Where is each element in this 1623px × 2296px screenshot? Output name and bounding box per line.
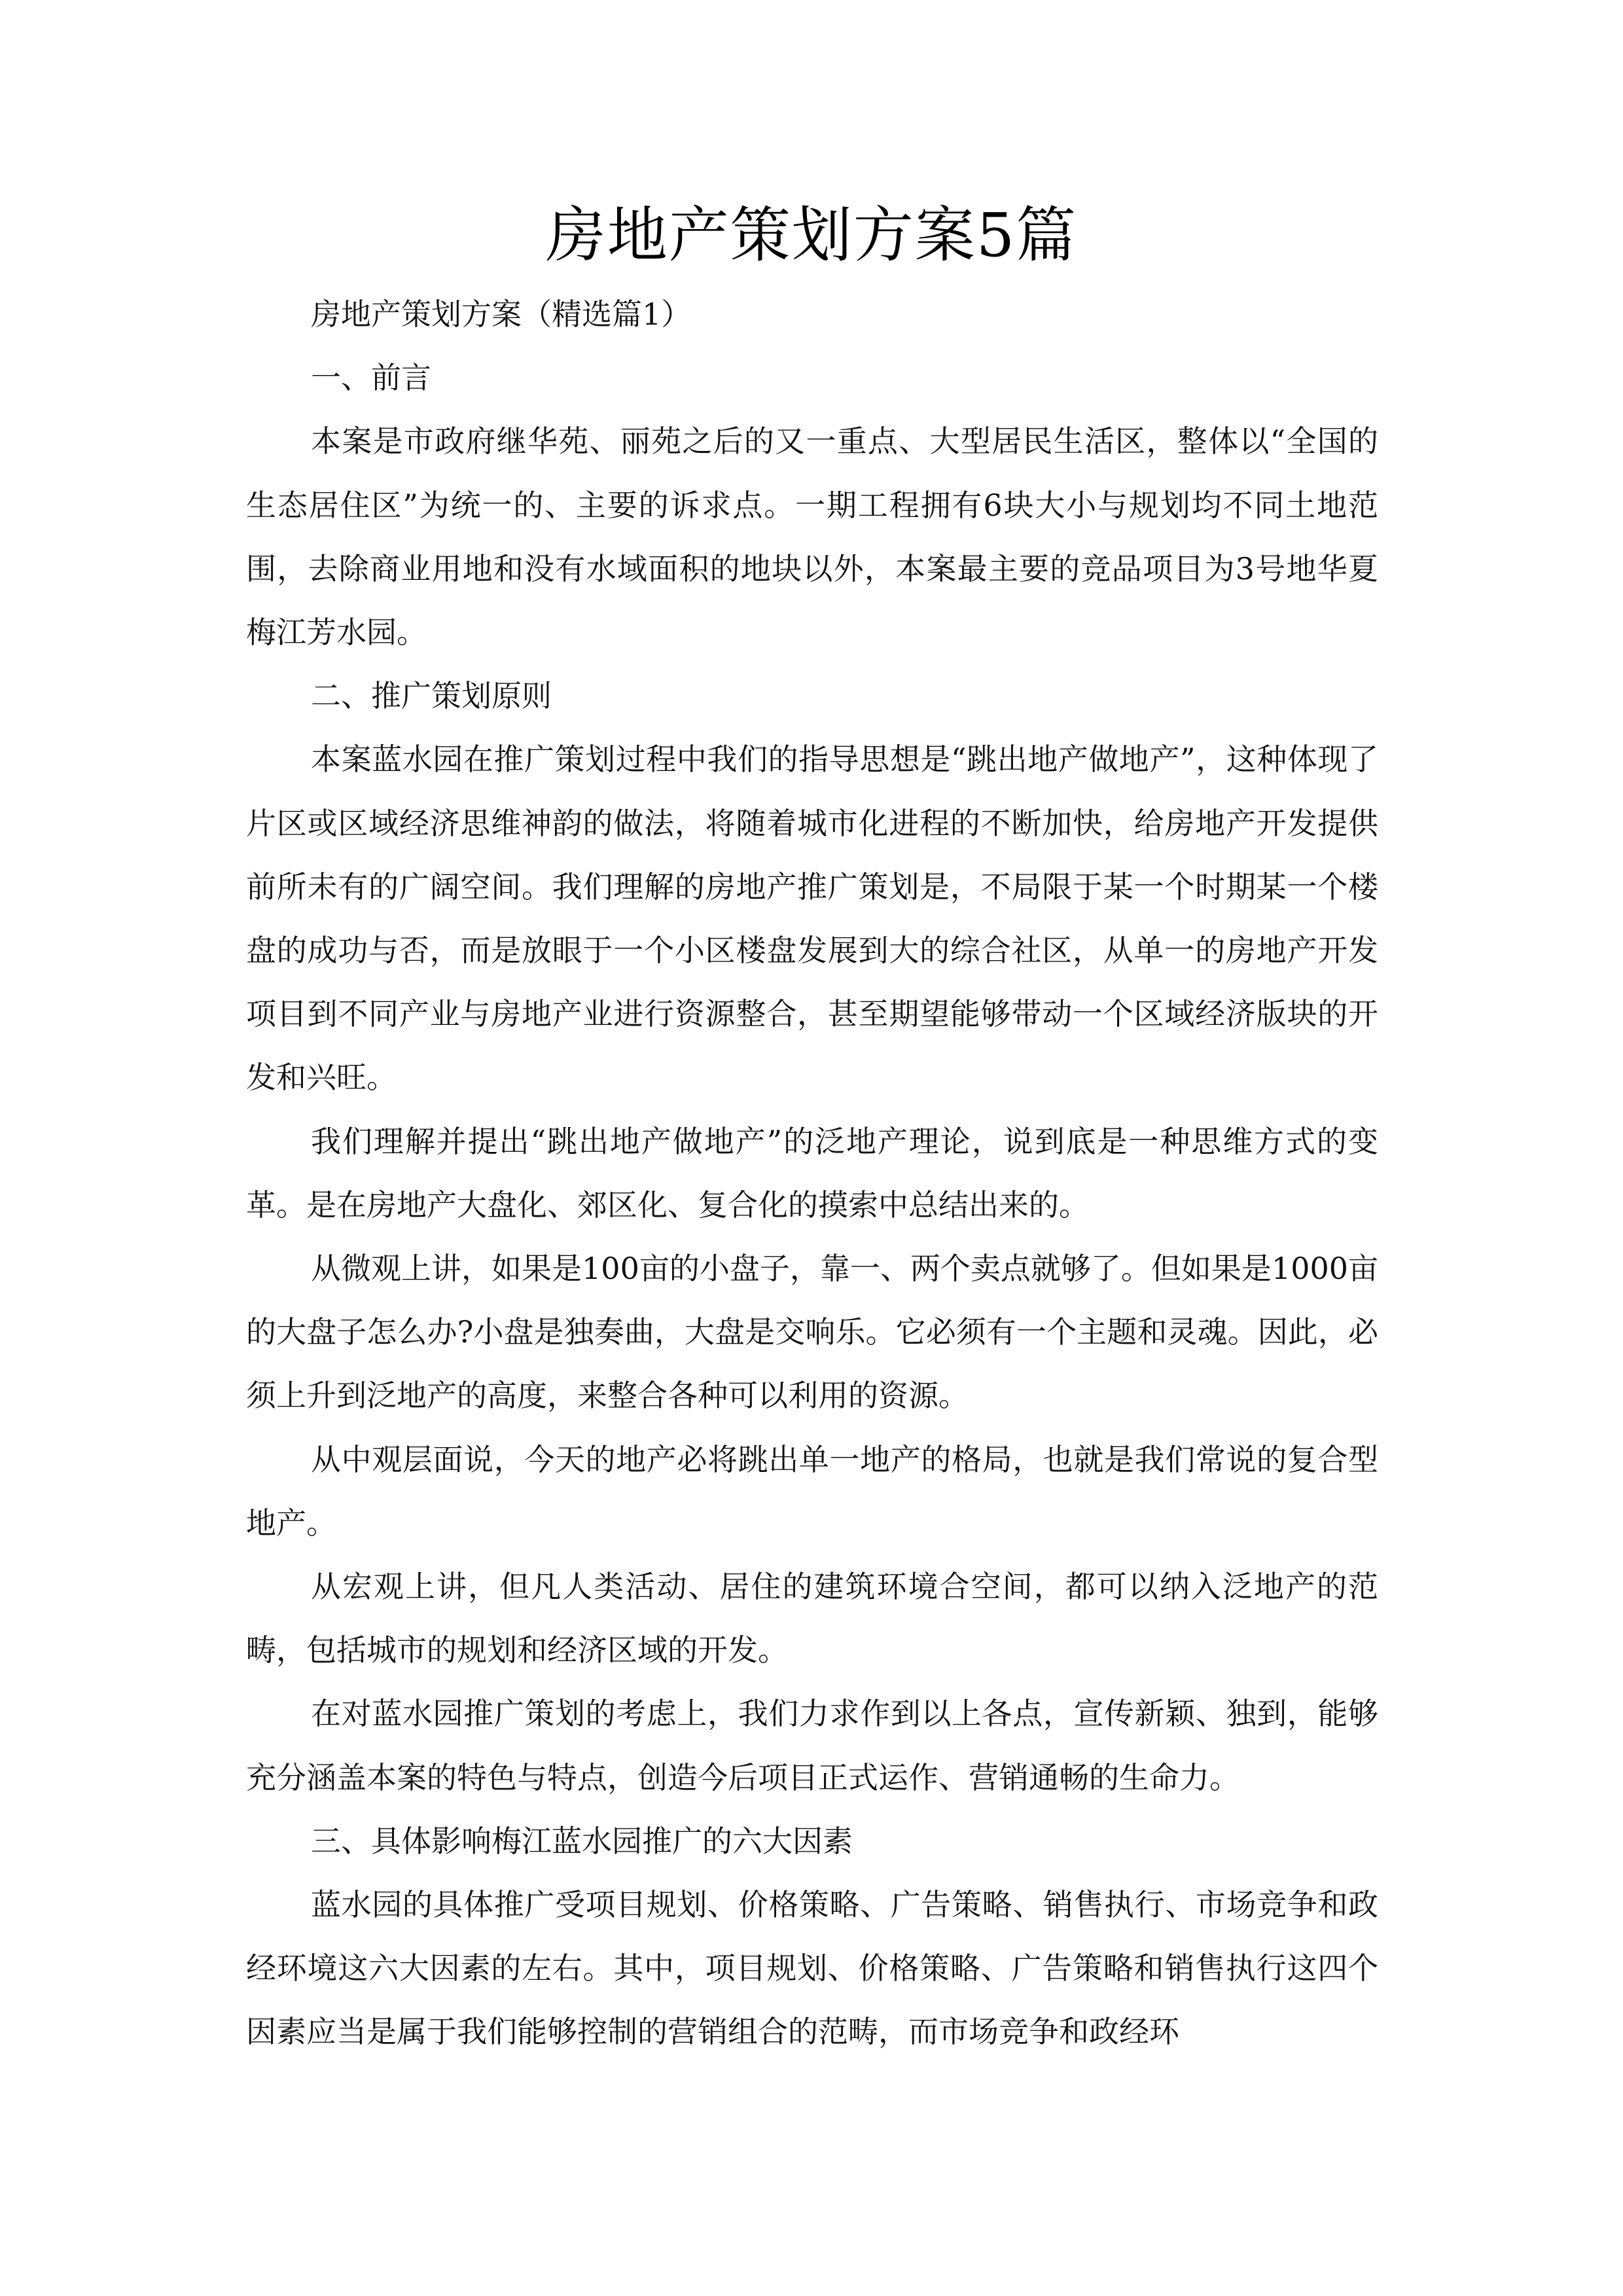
subtitle-selected-article-1: 房地产策划方案（精选篇1）	[311, 296, 692, 332]
paragraph-preface: 本案是市政府继华苑、丽苑之后的又一重点、大型居民生活区，整体以“全国的生态居住区”为统一的、主要的诉求点。一期工程拥有6块大小与规划均不同土地范围，去除商业用地和没有水域面积的地块以外，本案最主要的竞品项目为3号地华夏梅江芳水园。	[246, 423, 1378, 651]
section-heading-six-factors: 三、具体影响梅江蓝水园推广的六大因素	[311, 1823, 853, 1859]
paragraph-micro-view: 从微观上讲，如果是100亩的小盘子，靠一、两个卖点就够了。但如果是1000亩的大盘子怎么办?小盘是独奏曲，大盘是交响乐。它必须有一个主题和灵魂。因此，必须上升到泛地产的高度，来整合各种可以利用的资源。	[246, 1251, 1378, 1414]
section-heading-promotion-principles: 二、推广策划原则	[311, 678, 552, 714]
paragraph-macro-view: 从宏观上讲，但凡人类活动、居住的建筑环境合空间，都可以纳入泛地产的范畴，包括城市的规划和经济区域的开发。	[246, 1569, 1378, 1668]
paragraph-six-factors: 蓝水园的具体推广受项目规划、价格策略、广告策略、销售执行、市场竞争和政经环境这六大因素的左右。其中，项目规划、价格策略、广告策略和销售执行这四个因素应当是属于我们能够控制的营销组合的范畴，而市场竞争和政经环	[246, 1887, 1378, 2050]
paragraph-guiding-idea: 本案蓝水园在推广策划过程中我们的指导思想是“跳出地产做地产”，这种体现了片区或区域经济思维神韵的做法，将随着城市化进程的不断加快，给房地产开发提供前所未有的广阔空间。我们理解的房地产推广策划是，不局限于某一个时期某一个楼盘的成功与否，而是放眼于一个小区楼盘发展到大的综合社区，从单一的房地产开发项目到不同产业与房地产业进行资源整合，甚至期望能够带动一个区域经济版块的开发和兴旺。	[246, 742, 1378, 1096]
paragraph-pan-real-estate-theory: 我们理解并提出“跳出地产做地产”的泛地产理论，说到底是一种思维方式的变革。是在房地产大盘化、郊区化、复合化的摸索中总结出来的。	[246, 1123, 1378, 1223]
section-heading-preface: 一、前言	[311, 360, 431, 396]
paragraph-promotion-goals: 在对蓝水园推广策划的考虑上，我们力求作到以上各点，宣传新颖、独到，能够充分涵盖本案的特色与特点，创造今后项目正式运作、营销通畅的生命力。	[246, 1696, 1378, 1795]
document-title: 房地产策划方案5篇	[545, 200, 1078, 270]
document-body	[246, 283, 1378, 2064]
paragraph-meso-view: 从中观层面说，今天的地产必将跳出单一地产的格局，也就是我们常说的复合型地产。	[246, 1441, 1378, 1541]
